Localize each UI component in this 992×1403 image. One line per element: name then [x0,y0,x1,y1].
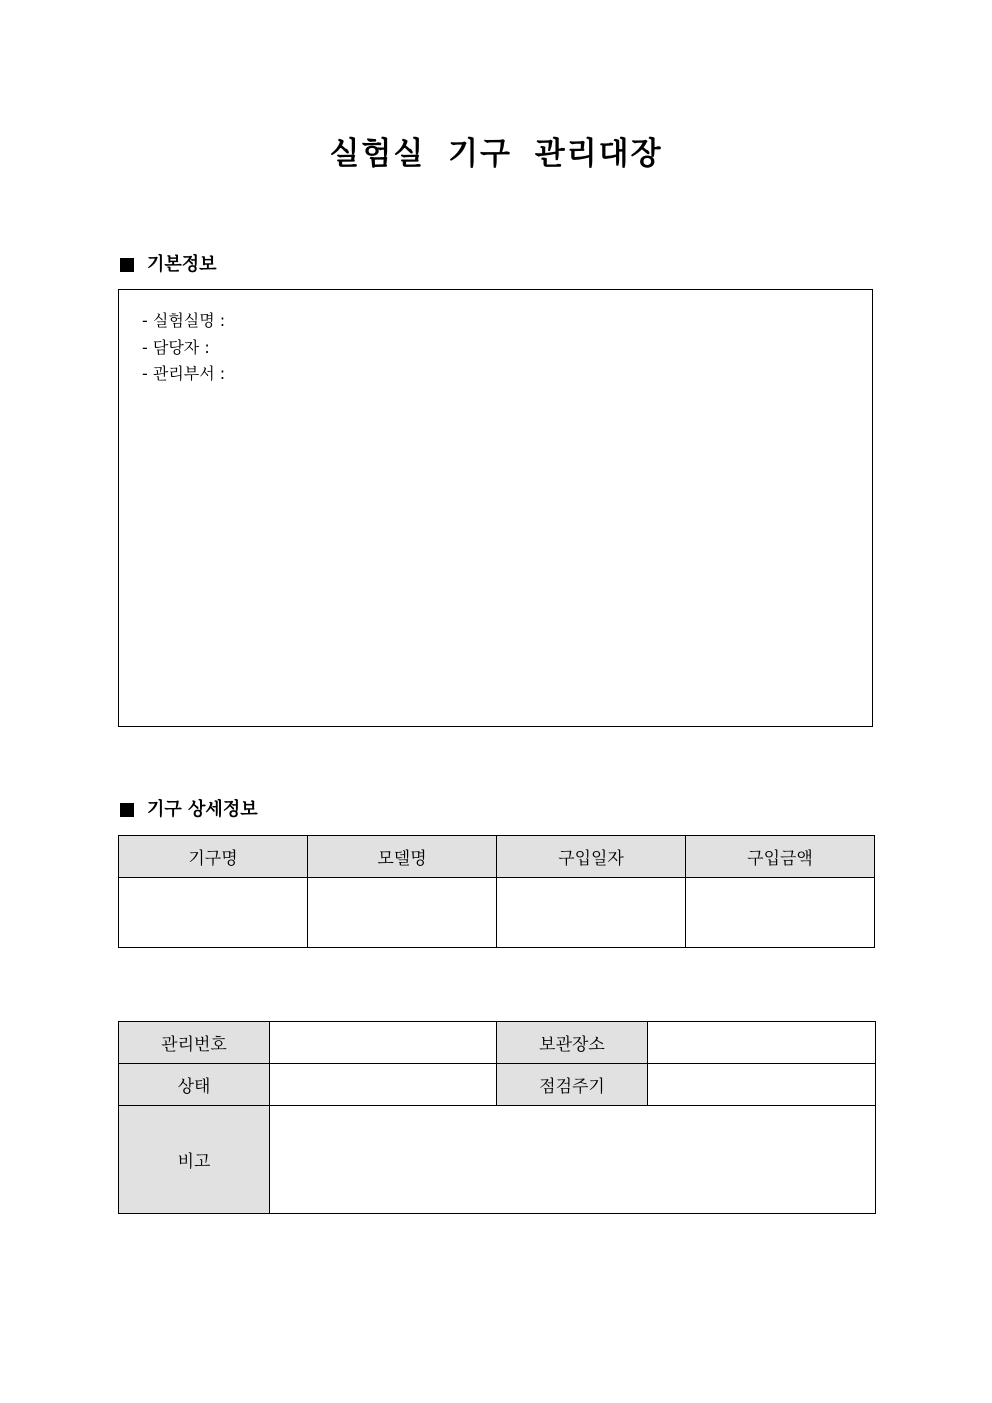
table-row [119,878,875,948]
management-table [118,1021,876,1214]
table-row [119,1022,876,1064]
label-status: 상태 [119,1064,270,1106]
label-storage-location: 보관장소 [497,1022,648,1064]
label-management-number: 관리번호 [119,1022,270,1064]
label-inspection-cycle: 점검주기 [497,1064,648,1106]
cell-status[interactable] [270,1064,497,1106]
column-header-model-name: 모델명 [308,836,497,878]
document-title: 실험실 기구 관리대장 [329,136,663,172]
column-header-purchase-amount: 구입금액 [686,836,875,878]
cell-remarks[interactable] [270,1106,876,1214]
section-heading-label: 기본정보 [147,254,217,275]
cell-model-name[interactable] [308,878,497,948]
column-header-purchase-date: 구입일자 [497,836,686,878]
square-bullet-icon [120,258,134,272]
field-department: - 관리부서 : [142,364,226,383]
section-heading-basic-info [118,253,217,277]
basic-info-list [119,290,872,388]
cell-purchase-amount[interactable] [686,878,875,948]
table-row [119,1106,876,1214]
square-bullet-icon [120,803,134,817]
column-header-equipment-name: 기구명 [119,836,308,878]
basic-info-box [118,289,873,727]
cell-purchase-date[interactable] [497,878,686,948]
cell-equipment-name[interactable] [119,878,308,948]
cell-storage-location[interactable] [648,1022,876,1064]
equipment-detail-table [118,835,875,948]
table-header-row [119,836,875,878]
field-manager: - 담당자 : [142,337,210,357]
section-heading-detail-info [118,798,258,822]
label-remarks: 비고 [119,1106,270,1214]
field-lab-name: - 실험실명 : [142,311,226,330]
cell-management-number[interactable] [270,1022,497,1064]
table-row [119,1064,876,1106]
section-heading-label: 기구 상세정보 [147,799,258,820]
cell-inspection-cycle[interactable] [648,1064,876,1106]
